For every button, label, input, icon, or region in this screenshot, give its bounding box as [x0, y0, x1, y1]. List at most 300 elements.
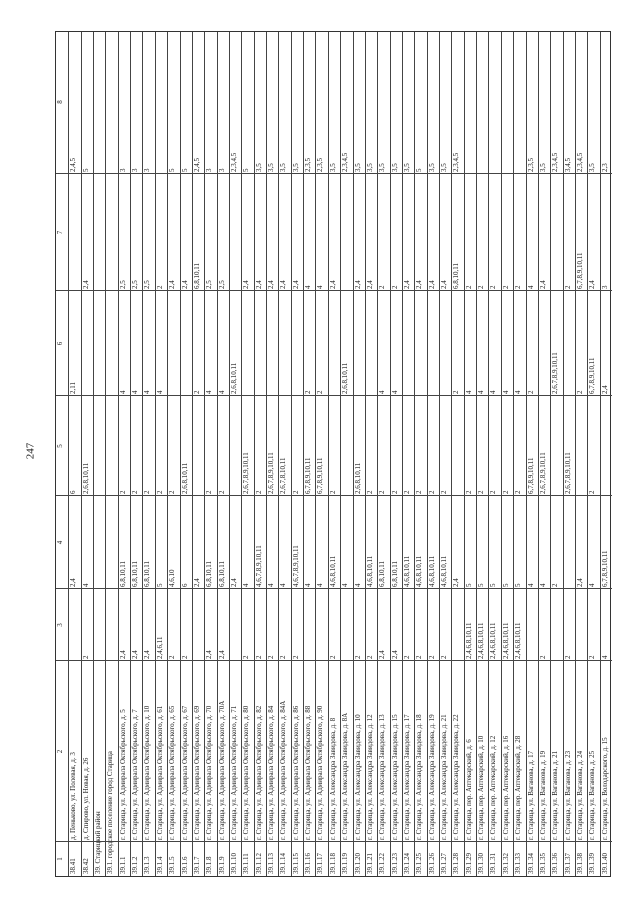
cell-address: г. Старица, пер. Аптекарский, д. 16	[501, 735, 510, 840]
table-row	[130, 32, 142, 876]
cell-col4: 4,6,8,10,11	[415, 555, 424, 587]
column-divider	[56, 495, 612, 496]
cell-address: г. Старица, ул. Володарского, д. 15	[600, 737, 609, 840]
cell-col6	[428, 291, 439, 396]
cell-col7: 2,5	[143, 280, 152, 289]
cell-number: 39.1.19	[341, 853, 350, 874]
cell-col4: 4,6,10	[168, 569, 177, 587]
cell-col3: 2	[440, 655, 449, 659]
cell-address: г. Старица, ул. Ваганова, д. 24	[575, 750, 584, 840]
cell-col5: 2	[328, 490, 337, 494]
cell-col5: 2	[217, 490, 226, 494]
cell-col4: 6,8,10,11	[378, 561, 387, 587]
cell-col5: 6,7,8,9,10,11	[316, 457, 325, 494]
cell-address: г. Старица, ул. Адмирала Октябрьского, д. 69	[192, 705, 201, 840]
cell-col6: 4	[489, 390, 498, 394]
cell-col6: 2	[192, 390, 201, 394]
cell-col7: 2,4	[180, 280, 189, 289]
cell-col5: 2	[440, 490, 449, 494]
table-row	[353, 32, 365, 876]
cell-col7: 2	[390, 285, 399, 289]
cell-col7: 2,4	[279, 280, 288, 289]
cell-number: 39.1.7	[192, 856, 201, 874]
cell-number: 39.1.6	[180, 856, 189, 874]
cell-col8: 5	[415, 168, 424, 172]
cell-col3: 2	[563, 655, 572, 659]
cell-address: г. Старица, пер. Аптекарский, д. 28	[514, 735, 523, 840]
cell-col4: 5	[501, 583, 510, 587]
cell-address: г. Старица, ул. Адмирала Октябрьского, д. 82	[254, 705, 263, 840]
cell-col6	[354, 291, 365, 396]
cell-col3	[452, 589, 463, 661]
cell-address: г. Старица, ул. Адмирала Октябрьского, д. 67	[180, 705, 189, 840]
cell-number: 39.1.27	[440, 853, 449, 874]
cell-col6: 4	[390, 390, 399, 394]
cell-col5: 6	[69, 490, 78, 494]
cell-col6: 2	[452, 390, 461, 394]
table-row	[488, 32, 500, 876]
cell-col5: 2	[378, 490, 387, 494]
cell-col4: 6,8,10,11	[143, 561, 152, 587]
column-divider	[56, 290, 612, 291]
table-row	[427, 32, 439, 876]
table-row	[365, 32, 377, 876]
cell-number: 38.41	[69, 858, 78, 874]
cell-col3	[193, 589, 204, 661]
table-row	[600, 32, 612, 876]
cell-col5: 2	[477, 490, 486, 494]
cell-col3: 2,4	[390, 650, 399, 659]
cell-col3: 2	[415, 655, 424, 659]
cell-address: г. Старица, ул. Адмирала Октябрьского, д. 7	[131, 709, 140, 840]
cell-col7: 2,5	[131, 280, 140, 289]
cell-col3: 2	[291, 655, 300, 659]
cell-col5: 2	[588, 490, 597, 494]
cell-col3: 2	[402, 655, 411, 659]
cell-address: г. Старица, ул. Адмирала Октябрьского, д. 84	[267, 705, 276, 840]
cell-col8: 3,5	[378, 163, 387, 172]
cell-col6	[403, 291, 414, 396]
cell-col7: 2,4	[267, 280, 276, 289]
cell-address: г. Старица, ул. Александра Завидова, д. 8	[328, 717, 337, 840]
cell-col4: 6,8,10,11	[205, 561, 214, 587]
page-number: 247	[24, 442, 37, 460]
table-row	[476, 32, 488, 876]
cell-col3: 2,4,6,8,10,11	[501, 622, 510, 659]
cell-col6	[279, 291, 290, 396]
cell-col4: 4	[316, 583, 325, 587]
cell-col8: 5	[168, 168, 177, 172]
cell-col6: 4	[131, 390, 140, 394]
header-cell: 2	[56, 749, 64, 754]
cell-number: 39.1.22	[378, 853, 387, 874]
cell-col8: 3,5	[279, 163, 288, 172]
cell-col3: 2	[328, 655, 337, 659]
cell-col6: 4	[501, 390, 510, 394]
cell-address: г. Старица, ул. Адмирала Октябрьского, д. 10	[143, 705, 152, 840]
cell-col6: 2	[526, 390, 535, 394]
cell-col7: 2,4	[291, 280, 300, 289]
cell-address: г. Старица, пер. Аптекарский, д. 12	[489, 735, 498, 840]
cell-col5: 2	[118, 490, 127, 494]
header-cell: 6	[56, 341, 64, 346]
cell-number: 39.1.28	[452, 853, 461, 874]
cell-col4: 2	[551, 583, 560, 587]
cell-col7: 4	[304, 285, 313, 289]
cell-col4: 6,8,10,11	[390, 561, 399, 587]
cell-col8: 2,3,4,5	[341, 152, 350, 172]
cell-number: 39.1.17	[316, 853, 325, 874]
header-cell: 4	[56, 540, 64, 545]
section-title: 39.1. городское поселение город Старица	[106, 751, 115, 874]
table-row	[204, 32, 216, 876]
cell-col7: 2	[378, 285, 387, 289]
cell-col8: 2,3	[600, 163, 609, 172]
cell-address: г. Старица, ул. Ваганова, д. 17	[526, 750, 535, 840]
cell-col3: 2,4	[217, 650, 226, 659]
cell-number: 39.1.12	[254, 853, 263, 874]
table-row	[414, 32, 426, 876]
cell-col7: 2,5	[217, 280, 226, 289]
cell-number: 39.1.16	[304, 853, 313, 874]
cell-col3: 2	[267, 655, 276, 659]
cell-col3: 2,4,6,8,10,11	[514, 622, 523, 659]
cell-col7: 3	[600, 285, 609, 289]
table-row	[526, 32, 538, 876]
cell-col6: 4	[118, 390, 127, 394]
cell-col4: 5	[464, 583, 473, 587]
cell-col5: 2	[291, 490, 300, 494]
cell-col6	[329, 291, 340, 396]
cell-col3: 2	[365, 655, 374, 659]
cell-col4: 4	[81, 583, 90, 587]
cell-col7: 2,4	[254, 280, 263, 289]
cell-number: 39.1.2	[131, 856, 140, 874]
cell-number: 39.1.3	[143, 856, 152, 874]
cell-col6: 2,11	[69, 382, 78, 394]
table-row	[229, 32, 241, 876]
cell-number: 39.1.26	[427, 853, 436, 874]
cell-col8: 2,3,4,5	[575, 152, 584, 172]
cell-number: 39.1.10	[229, 853, 238, 874]
cell-col7: 2	[501, 285, 510, 289]
cell-col6	[366, 291, 377, 396]
cell-col3: 2	[254, 655, 263, 659]
cell-col7: 2,4	[588, 280, 597, 289]
cell-address: г. Старица, ул. Александра Завидова, д. 19	[427, 714, 436, 840]
cell-address: г. Старица, ул. Адмирала Октябрьского, д. 70	[205, 705, 214, 840]
cell-col4: 2,4	[192, 578, 201, 587]
cell-col6	[292, 291, 303, 396]
cell-col3: 2	[279, 655, 288, 659]
cell-col7: 4	[526, 285, 535, 289]
cell-col5: 2,6,8,10,11	[81, 462, 90, 494]
header-cell: 8	[56, 100, 64, 104]
cell-number: 39.1.31	[489, 853, 498, 874]
cell-col3: 2	[242, 655, 251, 659]
table-row	[291, 32, 303, 876]
cell-col8: 3,5	[588, 163, 597, 172]
cell-address: г. Старица, ул. Адмирала Октябрьского, д. 80	[242, 705, 251, 840]
cell-col5: 2	[489, 490, 498, 494]
cell-col5: 2	[402, 490, 411, 494]
section-title: 39. Старицкий район	[94, 811, 103, 874]
cell-col8	[489, 30, 500, 174]
cell-number: 39.1.37	[563, 853, 572, 874]
cell-number: 39.1.9	[217, 856, 226, 874]
column-divider	[56, 173, 612, 174]
cell-number: 39.1.25	[415, 853, 424, 874]
cell-col3: 2,4,6,8,10,11	[464, 622, 473, 659]
cell-col8: 2,3,5	[526, 158, 535, 172]
cell-col4: 6,7,8,9,10,11	[600, 550, 609, 587]
cell-col8: 5	[180, 168, 189, 172]
cell-address: г. Старица, ул. Адмирала Октябрьского, д. 86	[291, 705, 300, 840]
table-row	[180, 32, 192, 876]
cell-col4: 4,6,8,10,11	[427, 555, 436, 587]
cell-number: 39.1.33	[514, 853, 523, 874]
cell-col5	[452, 396, 463, 496]
cell-col6	[267, 291, 278, 396]
cell-col6: 2	[304, 390, 313, 394]
cell-col3: 2	[427, 655, 436, 659]
cell-col4: 5	[514, 583, 523, 587]
cell-col6: 6,7,8,9,10,11	[588, 357, 597, 394]
cell-address: г. Старица, ул. Александра Завидова, д. 10	[353, 714, 362, 840]
cell-col8: 3,5	[291, 163, 300, 172]
cell-col8: 3	[205, 168, 214, 172]
cell-col4: 4	[304, 583, 313, 587]
cell-col5: 2	[514, 490, 523, 494]
cell-col3: 2,4	[131, 650, 140, 659]
cell-col3: 2	[353, 655, 362, 659]
table-row	[451, 32, 463, 876]
cell-address: г. Старица, ул. Ваганова, д. 23	[563, 750, 572, 840]
table-row	[513, 32, 525, 876]
cell-col6	[168, 291, 179, 396]
table-row	[278, 32, 290, 876]
cell-col6	[440, 291, 451, 396]
cell-number: 39.1.36	[551, 853, 560, 874]
header-row	[56, 32, 68, 876]
cell-col8: 2,3,5	[304, 158, 313, 172]
cell-col7: 2,5	[205, 280, 214, 289]
cell-number: 39.1.4	[155, 856, 164, 874]
cell-col6	[539, 291, 550, 396]
table-row	[439, 32, 451, 876]
table-row	[550, 32, 562, 876]
cell-col8: 3,5	[402, 163, 411, 172]
cell-col6	[415, 291, 426, 396]
cell-col8: 3,5	[427, 163, 436, 172]
cell-col8: 3	[143, 168, 152, 172]
cell-number: 39.1.8	[205, 856, 214, 874]
cell-col8: 2,4,5	[69, 158, 78, 172]
cell-col5: 2	[168, 490, 177, 494]
table-row	[390, 32, 402, 876]
cell-col7: 2,4	[242, 280, 251, 289]
cell-number: 39.1.24	[402, 853, 411, 874]
cell-col7: 2	[464, 285, 473, 289]
cell-col4: 4	[526, 583, 535, 587]
cell-col7: 2	[514, 285, 523, 289]
cell-address: г. Старица, ул. Адмирала Октябрьского, д. 61	[155, 705, 164, 840]
cell-col5: 2	[501, 490, 510, 494]
table-row	[587, 32, 599, 876]
cell-col8: 3,5	[365, 163, 374, 172]
cell-col4: 4,6,7,8,9,10,11	[291, 545, 300, 587]
cell-col3	[527, 589, 538, 661]
table-row	[575, 32, 587, 876]
cell-col7	[69, 174, 80, 291]
cell-col8	[156, 30, 167, 174]
cell-col6: 4	[155, 390, 164, 394]
cell-col4: 4	[538, 583, 547, 587]
cell-address: г. Старица, ул. Адмирала Октябрьского, д. 88	[304, 705, 313, 840]
table-row	[142, 32, 154, 876]
cell-col6: 4	[205, 390, 214, 394]
cell-col6: 4	[143, 390, 152, 394]
column-divider	[56, 395, 612, 396]
cell-col7: 2,4	[365, 280, 374, 289]
cell-col7: 2	[477, 285, 486, 289]
cell-col8: 3,5	[390, 163, 399, 172]
table-row	[315, 32, 327, 876]
cell-col8	[465, 30, 476, 174]
cell-col4: 4,6,8,10,11	[402, 555, 411, 587]
cell-col8: 3	[118, 168, 127, 172]
cell-col7: 4	[316, 285, 325, 289]
cell-address: г. Старица, пер. Аптекарский, д. 6	[464, 739, 473, 840]
cell-col3: 2	[168, 655, 177, 659]
column-divider	[56, 841, 612, 842]
cell-address: г. Старица, ул. Александра Завидова, д. 21	[440, 714, 449, 840]
cell-col3: 2,4	[118, 650, 127, 659]
cell-col6: 2	[575, 390, 584, 394]
cell-col4: 2,4	[229, 578, 238, 587]
table-row	[303, 32, 315, 876]
cell-col8: 3,4,5	[563, 158, 572, 172]
cell-col7: 2,4	[81, 280, 90, 289]
cell-col3: 4	[600, 655, 609, 659]
cell-address: г. Старица, ул. Ваганова, д. 25	[588, 750, 597, 840]
cell-col5: 2	[254, 490, 263, 494]
cell-number: 39.1.5	[168, 856, 177, 874]
cell-col4: 6,8,10,11	[131, 561, 140, 587]
cell-col7: 2	[563, 285, 572, 289]
cell-col8	[477, 30, 488, 174]
cell-col7: 2	[155, 285, 164, 289]
cell-number: 39.1.40	[600, 853, 609, 874]
cell-col5: 2,6,8,10,11	[353, 462, 362, 494]
cell-col7	[230, 174, 241, 291]
cell-address: г. Старица, ул. Александра Завидова, д. 15	[390, 714, 399, 840]
cell-col5: 2,6,7,8,10,11	[279, 457, 288, 494]
table-row	[464, 32, 476, 876]
cell-col3: 2,4,6,8,10,11	[477, 622, 486, 659]
cell-col7: 2,4	[353, 280, 362, 289]
cell-address: г. Старица, ул. Александра Завидова, д. 13	[378, 714, 387, 840]
section-row	[105, 32, 117, 876]
header-cell: 1	[56, 857, 64, 861]
table-row	[402, 32, 414, 876]
cell-col7: 6,8,10,11	[452, 263, 461, 289]
cell-col4: 6,8,10,11	[217, 561, 226, 587]
cell-col8: 3,5	[328, 163, 337, 172]
cell-col5: 2,6,7,8,9,10,11	[563, 452, 572, 494]
cell-col5: 2	[155, 490, 164, 494]
cell-address: г. Старица, ул. Александра Завидова, д. 12	[365, 714, 374, 840]
cell-col7: 2,4	[168, 280, 177, 289]
data-table	[55, 31, 611, 877]
cell-address: г. Старица, ул. Адмирала Октябрьского, д. 70А	[217, 700, 226, 840]
column-divider	[56, 660, 612, 661]
cell-col3: 2,4,6,11	[155, 636, 164, 659]
cell-col5: 2,6,7,8,9,10,11	[538, 452, 547, 494]
cell-col5	[601, 396, 612, 496]
cell-col5: 6,7,8,9,10,11	[304, 457, 313, 494]
table-row	[155, 32, 167, 876]
cell-col3	[341, 589, 352, 661]
cell-col8: 3,5	[254, 163, 263, 172]
cell-number: 39.1.13	[267, 853, 276, 874]
cell-col7: 2,4	[427, 280, 436, 289]
cell-col6	[564, 291, 575, 396]
table-row	[501, 32, 513, 876]
cell-col5: 2	[464, 490, 473, 494]
cell-col6: 4	[378, 390, 387, 394]
cell-col5	[230, 396, 241, 496]
cell-address: д. Спирово, ул. Новая, д. 26	[81, 757, 90, 840]
cell-col7: 2,4	[538, 280, 547, 289]
cell-address: г. Старица, ул. Ваганова, д. 21	[551, 750, 560, 840]
table-row	[118, 32, 130, 876]
cell-col4: 4	[279, 583, 288, 587]
cell-col8: 2,4,5	[192, 158, 201, 172]
cell-col6	[82, 291, 93, 396]
header-cell: 5	[56, 444, 64, 448]
cell-number: 39.1.21	[365, 853, 374, 874]
cell-col5: 2	[427, 490, 436, 494]
table-row	[266, 32, 278, 876]
cell-col6	[242, 291, 253, 396]
cell-col8: 3	[217, 168, 226, 172]
cell-col5: 2,6,7,8,9,10,11	[242, 452, 251, 494]
cell-col3	[69, 589, 80, 661]
cell-col7: 2,5	[118, 280, 127, 289]
cell-col5	[193, 396, 204, 496]
cell-col8: 3,5	[440, 163, 449, 172]
cell-col4: 4	[242, 583, 251, 587]
cell-address: д. Пеньково, ул. Полевая, д. 3	[69, 752, 78, 840]
cell-col5: 6,7,8,9,10,11	[526, 457, 535, 494]
cell-col8: 2,3,4,5	[452, 152, 461, 172]
cell-col6: 2,6,7,8,9,10,11	[551, 352, 560, 394]
cell-col7: 6,8,10,11	[192, 263, 201, 289]
cell-address: г. Старица, ул. Адмирала Октябрьского, д. 90	[316, 705, 325, 840]
cell-address: г. Старица, ул. Александра Завидова, д. 22	[452, 714, 461, 840]
cell-col3	[551, 589, 562, 661]
cell-col4: 2,4	[575, 578, 584, 587]
cell-number: 39.1.18	[328, 853, 337, 874]
cell-col5	[341, 396, 352, 496]
cell-col6: 2,4	[600, 385, 609, 394]
cell-col3	[576, 589, 587, 661]
cell-number: 39.1.1	[118, 856, 127, 874]
cell-address: г. Старица, ул. Адмирала Октябрьского, д. 65	[168, 705, 177, 840]
cell-col5: 2,6,8,10,11	[180, 462, 189, 494]
header-cell: 3	[56, 623, 64, 627]
